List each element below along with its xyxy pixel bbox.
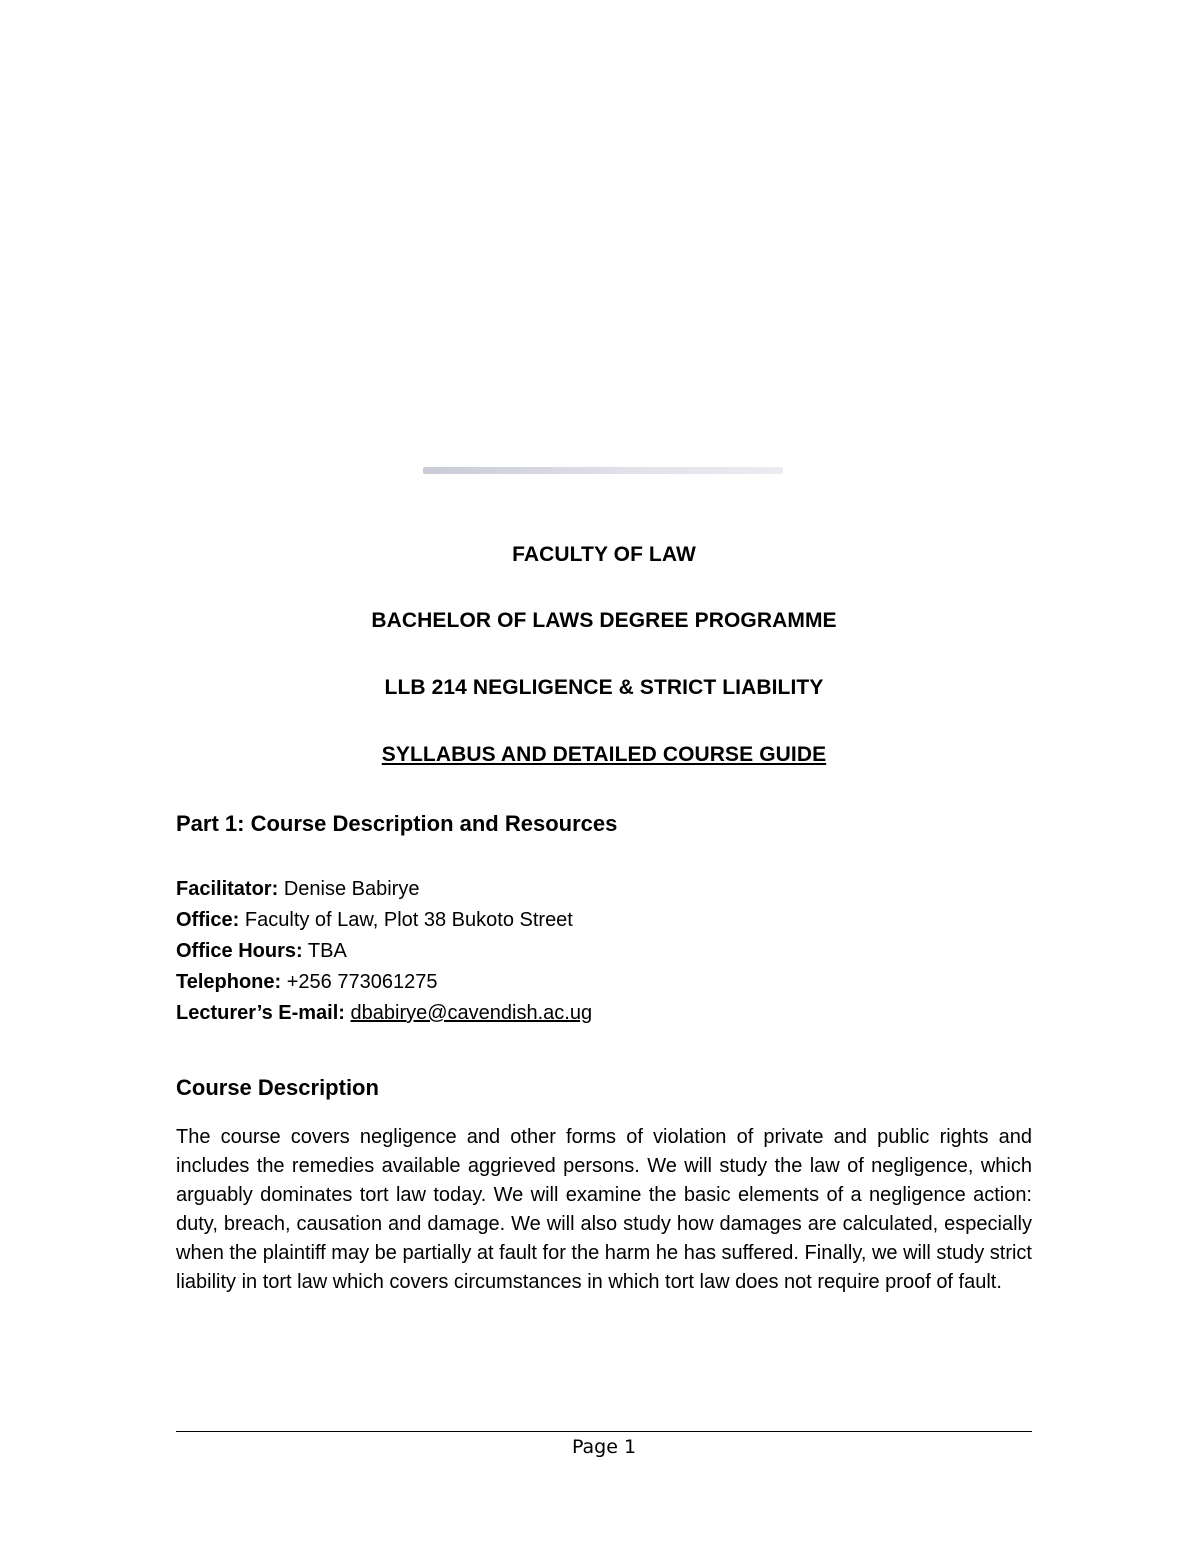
course-description-heading: Course Description: [176, 1075, 379, 1100]
office-hours-label: Office Hours:: [176, 940, 303, 962]
office-value: Faculty of Law, Plot 38 Bukoto Street: [244, 909, 573, 931]
course-title: LLB 214 NEGLIGENCE & STRICT LIABILITY: [384, 676, 824, 699]
footer-divider: [176, 1431, 1032, 1432]
faculty-title: FACULTY OF LAW: [512, 543, 696, 566]
part1-heading: Part 1: Course Description and Resources: [176, 811, 618, 836]
telephone-row: [176, 967, 592, 998]
email-label: Lecturer’s E-mail:: [176, 1002, 345, 1024]
programme-title: BACHELOR OF LAWS DEGREE PROGRAMME: [371, 609, 837, 632]
facilitator-value: Denise Babirye: [283, 878, 420, 900]
page-number: Page 1: [571, 1436, 637, 1458]
office-row: [176, 905, 592, 936]
email-row: [176, 998, 592, 1029]
contact-info: [176, 874, 592, 1029]
logo-bar-graphic: [423, 467, 783, 474]
email-link[interactable]: dbabirye@cavendish.ac.ug: [350, 1002, 593, 1024]
facilitator-label: Facilitator:: [176, 878, 279, 900]
office-label: Office:: [176, 909, 240, 931]
office-hours-row: [176, 936, 592, 967]
telephone-label: Telephone:: [176, 971, 282, 993]
facilitator-row: [176, 874, 592, 905]
telephone-value: +256 773061275: [286, 971, 438, 993]
guide-title: SYLLABUS AND DETAILED COURSE GUIDE: [381, 743, 827, 766]
office-hours-value: TBA: [307, 940, 347, 962]
course-description-body: The course covers negligence and other forms of violation of private and public rights and includes the remedies available aggrieved persons. We will study the law of negligence, which arguably dominates tort law today. We will examine the basic elements of a negligence action: duty, breach, causation and damage. We will also study how damages are calculated, especially when the plaintiff may be partially at fault for the harm he has suffered. Finally, we will study strict liability in tort law which covers circumstances in which tort law does not require proof of fault.: [176, 1126, 1032, 1293]
